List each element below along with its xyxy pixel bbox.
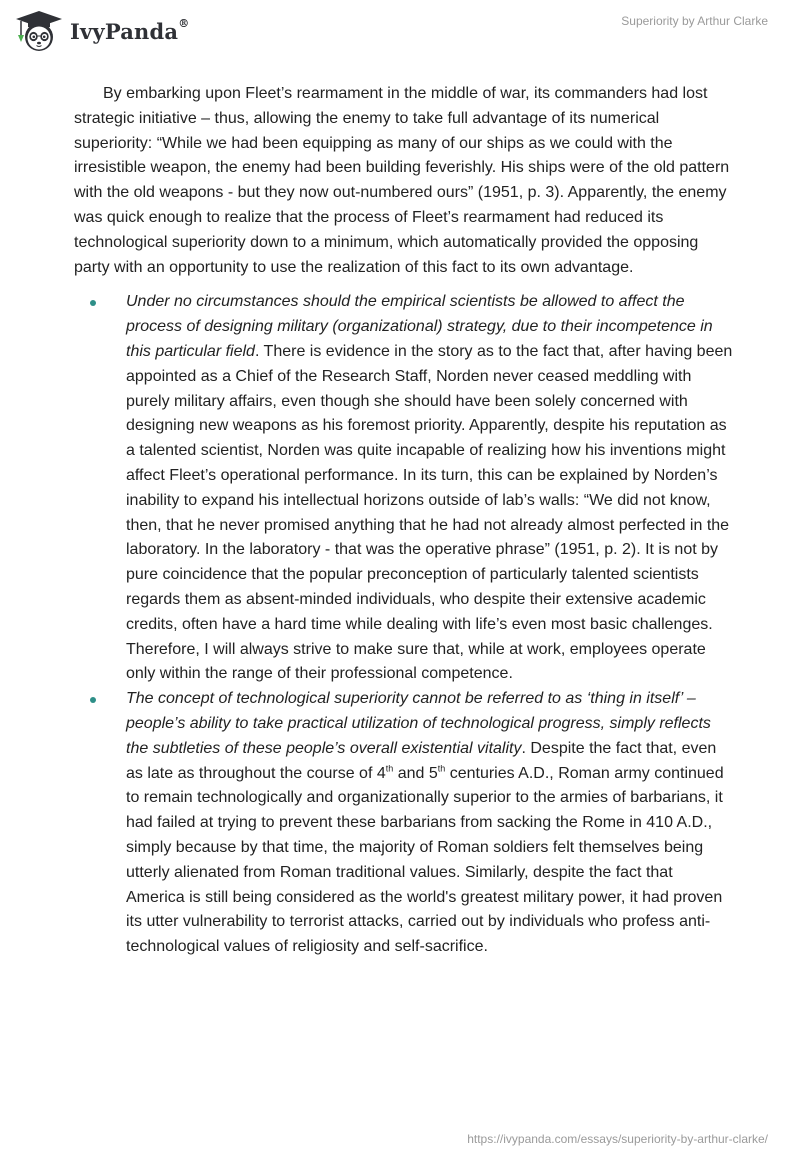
bullet-text: centuries A.D., Roman army continued to remain technologically and organizationally superior to the armies of barbarians, it had failed at trying to prevent these barbarians from sacking the Rome in 410 A.D., simply because by that time, the majority of Roman soldiers felt themselves being utterly alienated from Roman traditional values. Similarly, despite the fact that America is still being considered as the world's greatest military power, it had proven its utter vulnerability to terrorist attacks, carried out by individuals who profess anti-technological values of religiosity and self-sacrifice. [126, 764, 724, 956]
brand-name: IvyPanda® [70, 16, 190, 44]
logo[interactable] [14, 8, 189, 54]
panda-graduate-icon [14, 9, 64, 53]
source-url[interactable]: https://ivypanda.com/essays/superiority-by-arthur-clarke/ [467, 1132, 768, 1146]
bullet-text: and 5 [393, 764, 438, 782]
body-paragraph: By embarking upon Fleet’s rearmament in the middle of war, its commanders had lost strategic initiative – thus, allowing the enemy to take full advantage of its numerical superiority: “While we had been equipping as many of our ships as we could with the irresistible weapon, the enemy had been building feverishly. His ships were of the old pattern with the old weapons - but they now out-numbered ours” (1951, p. 3). Apparently, the enemy was quick enough to realize that the process of Fleet’s rearmament had reduced its technological superiority down to a minimum, which automatically provided the opposing party with an opportunity to use the realization of this fact to its own advantage. [74, 85, 730, 276]
bullet-dot-icon [90, 697, 96, 703]
bullet-text: . There is evidence in the story as to the fact that, after having been appointed as a Chief of the Research Staff, Norden never ceased meddling with purely military affairs, even though she should have been solely concerned with designing new weapons as his foremost priority. Apparently, despite his reputation as a talented scientist, Norden was quite incapable of realizing how his inventions might affect Fleet’s operational performance. In its turn, this can be explained by Norden’s inability to expand his intellectual horizons outside of lab’s walls: “We did not know, then, that he never promised anything that he had not already almost perfected in the laboratory. In the laboratory - that was the operative phrase” (1951, p. 2). It is not by pure coincidence that the popular preconception of particularly talented scientists regards them as absent-minded individuals, who despite their extensive academic credits, often have a hard time while dealing with life’s even most basic challenges. Therefore, I will always strive to make sure that, while at work, employees operate only within the range of their professional competence. [126, 342, 733, 683]
bullet-italic-lead: The concept of technological superiority cannot be referred to as ‘thing in itself’ – people’s ability to take practical utilization of technological progress, simply reflects the subtleties of these people’s overall existential vitality [126, 690, 711, 757]
bullet-italic-lead: Under no circumstances should the empirical scientists be allowed to affect the process of designing military (organizational) strategy, due to their incompetence in this particular field [126, 293, 713, 360]
bullet-list [74, 290, 734, 960]
superscript: th [385, 763, 394, 774]
registered-mark: ® [178, 16, 190, 30]
bullet-dot-icon [90, 300, 96, 306]
page-header [0, 0, 800, 60]
bullet-item [74, 687, 734, 960]
superscript: th [437, 763, 446, 774]
essay-content [74, 82, 734, 960]
bullet-item [74, 290, 734, 687]
document-title: Superiority by Arthur Clarke [621, 14, 768, 28]
bullet-text: . Despite the fact that, even as late as throughout the course of 4 [126, 739, 717, 782]
